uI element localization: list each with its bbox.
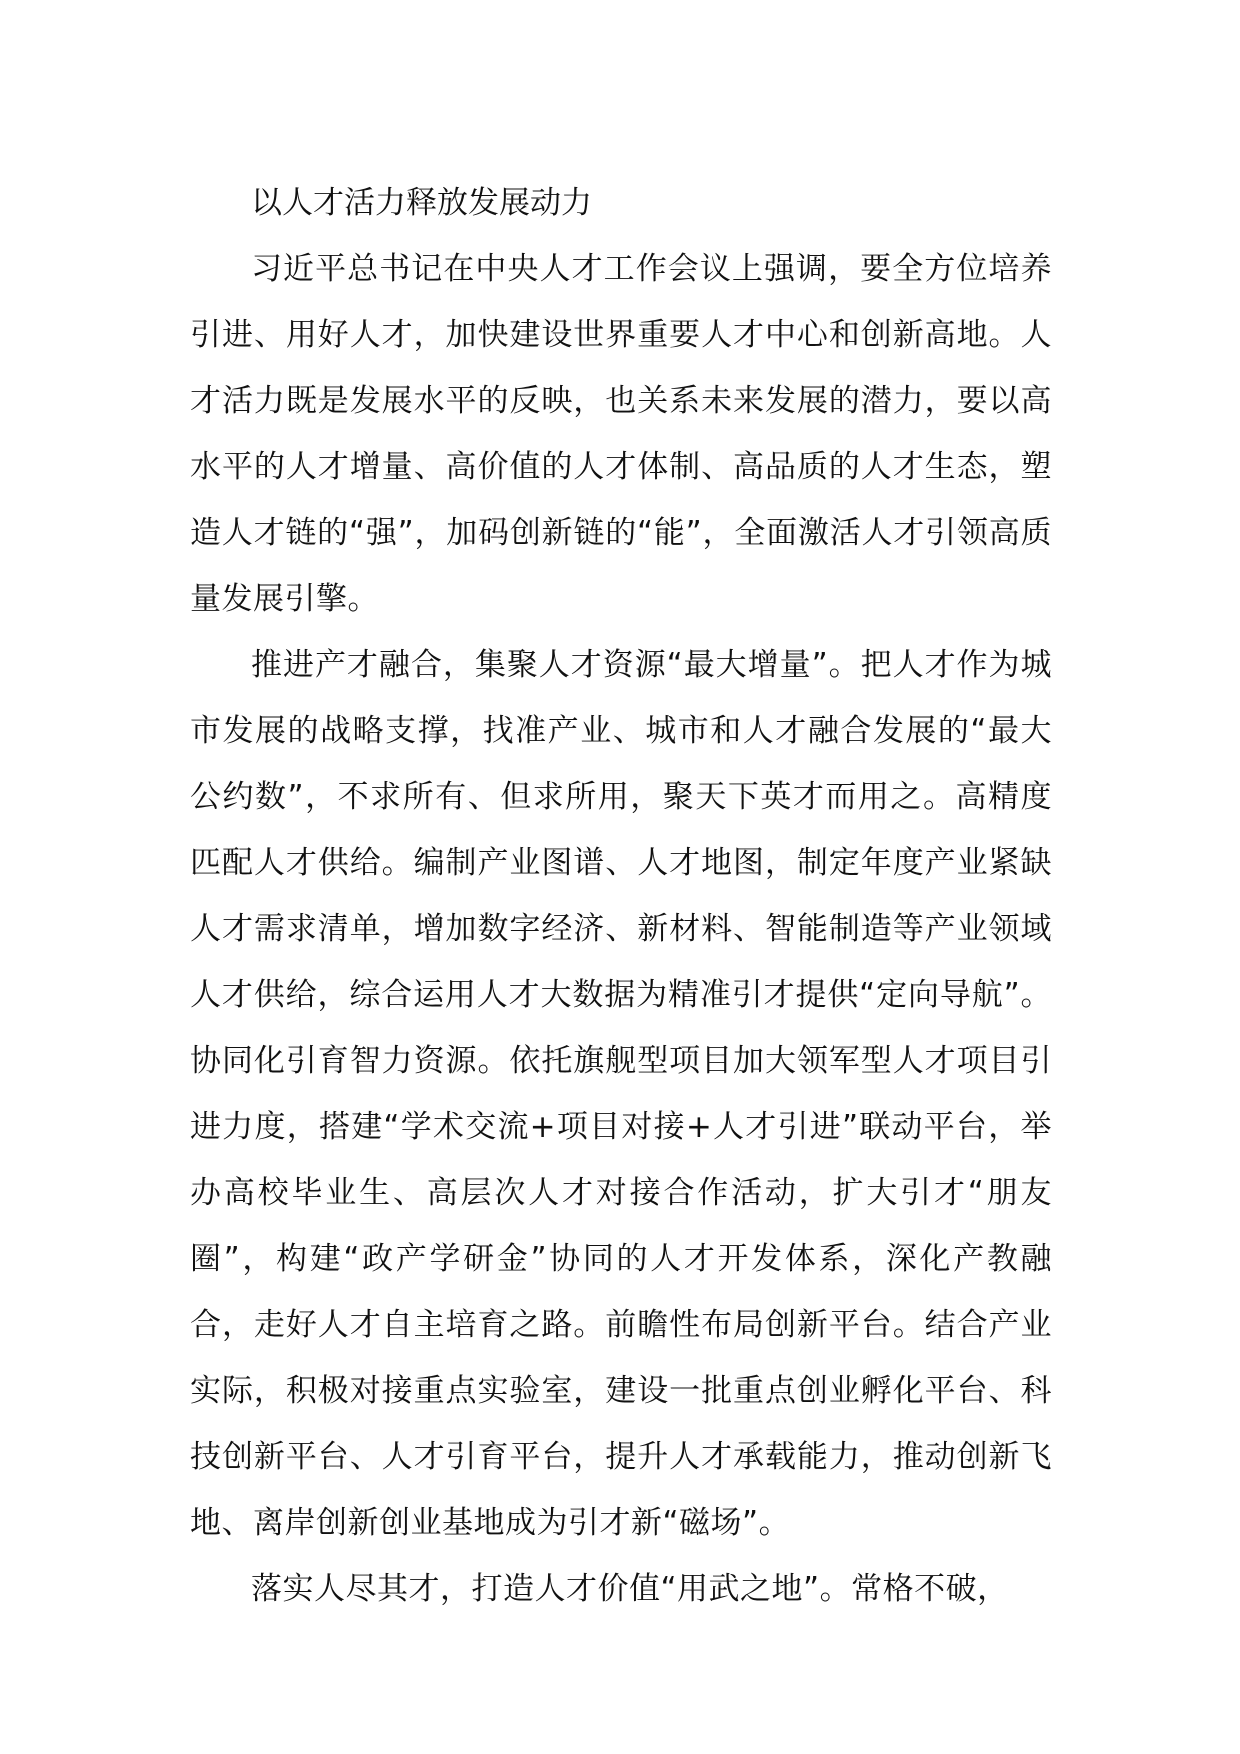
document-page — [190, 170, 1052, 1622]
paragraph-2: 推进产才融合，集聚人才资源“最大增量”。把人才作为城市发展的战略支撑，找准产业、城市和人才融合发展的“最大公约数”，不求所有、但求所用，聚天下英才而用之。高精度匹配人才供给。编制产业图谱、人才地图，制定年度产业紧缺人才需求清单，增加数字经济、新材料、智能制造等产业领域人才供给，综合运用人才大数据为精准引才提供“定向导航”。协同化引育智力资源。依托旗舰型项目加大领军型人才项目引进力度，搭建“学术交流+项目对接+人才引进”联动平台，举办高校毕业生、高层次人才对接合作活动，扩大引才“朋友圈”，构建“政产学研金”协同的人才开发体系，深化产教融合，走好人才自主培育之路。前瞻性布局创新平台。结合产业实际，积极对接重点实验室，建设一批重点创业孵化平台、科技创新平台、人才引育平台，提升人才承载能力，推动创新飞地、离岸创新创业基地成为引才新“磁场”。 — [190, 647, 1052, 1541]
paragraph-3: 落实人尽其才，打造人才价值“用武之地”。常格不破， — [251, 1571, 1009, 1607]
paragraph-1: 习近平总书记在中央人才工作会议上强调，要全方位培养引进、用好人才，加快建设世界重要人才中心和创新高地。人才活力既是发展水平的反映，也关系未来发展的潜力，要以高水平的人才增量、高价值的人才体制、高品质的人才生态，塑造人才链的“强”，加码创新链的“能”，全面激活人才引领高质量发展引擎。 — [190, 251, 1052, 617]
document-title: 以人才活力释放发展动力 — [251, 185, 592, 221]
